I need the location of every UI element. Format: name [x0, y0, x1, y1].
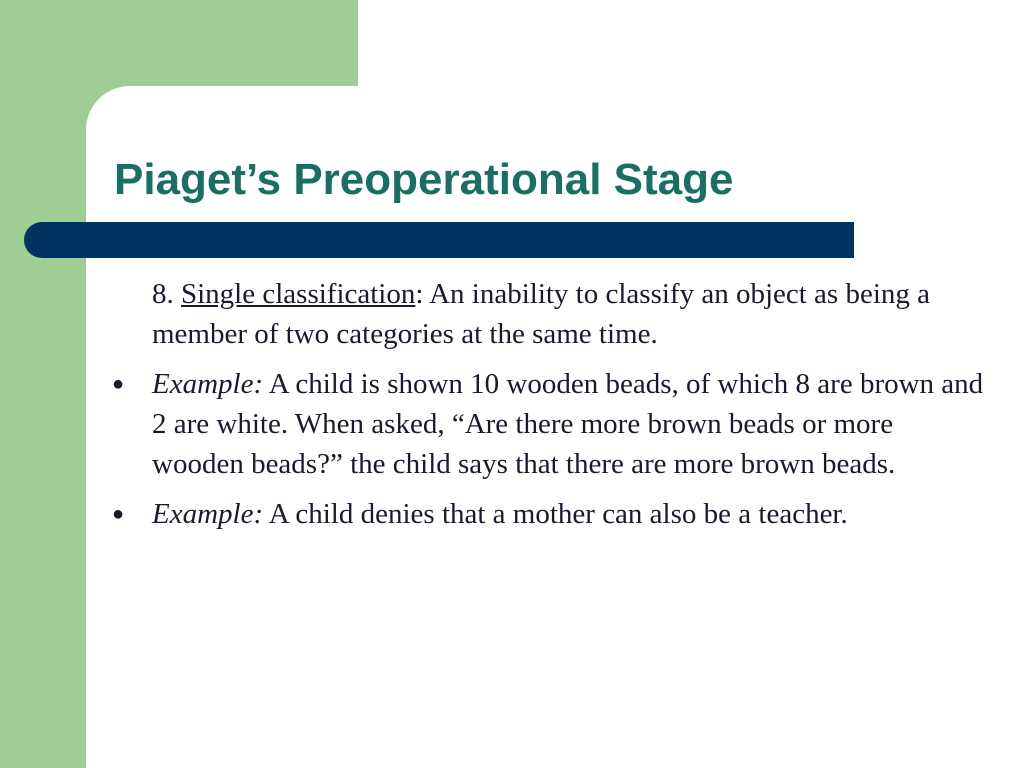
bullet-icon: ● — [112, 373, 125, 395]
definition-text: : An inability to classify an object as being a member of two categories at the same time. — [152, 278, 931, 350]
bullet-item — [112, 364, 992, 484]
bullet-item — [112, 494, 992, 534]
slide-title: Piaget’s Preoperational Stage — [114, 155, 734, 204]
example-text: A child denies that a mother can also be a teacher. — [263, 498, 848, 530]
term-single-classification: Single classification — [181, 278, 416, 310]
title-divider-bar — [24, 222, 854, 258]
example-label: Example: — [152, 368, 264, 400]
example-text: A child is shown 10 wooden beads, of which 8 are brown and 2 are white. When asked, “Are there more brown beads or more wooden beads?” the child says that there are more brown beads. — [152, 368, 984, 480]
slide-body — [112, 274, 992, 544]
definition-paragraph — [112, 274, 992, 354]
example-label: Example: — [152, 498, 264, 530]
bullet-icon: ● — [112, 503, 125, 525]
item-number: 8. — [152, 278, 181, 310]
